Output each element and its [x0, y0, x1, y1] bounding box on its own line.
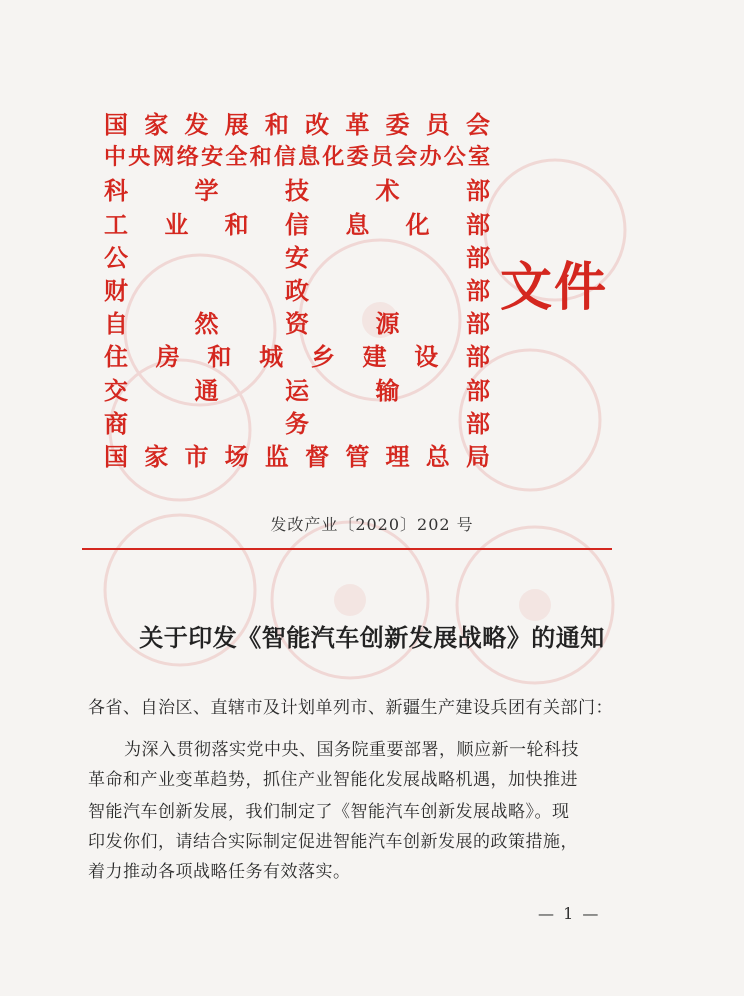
issuer-char: 设 — [414, 342, 439, 372]
issuer-char: 化 — [405, 209, 430, 239]
issuer-char: 改 — [305, 110, 330, 139]
issuer-row — [104, 274, 490, 307]
issuer-char: 公 — [104, 242, 128, 272]
issuer-char: 督 — [305, 442, 330, 471]
issuer-char: 化 — [322, 144, 345, 171]
issuer-char: 财 — [104, 276, 128, 305]
page-number: — 1 — — [538, 904, 601, 923]
issuer-char: 通 — [194, 375, 219, 405]
issuer-char: 业 — [164, 209, 189, 239]
issuer-char: 市 — [184, 442, 209, 471]
issuer-char: 学 — [194, 176, 219, 206]
issuer-row — [104, 307, 490, 340]
red-separator-line — [82, 548, 612, 550]
issuer-char: 国 — [104, 110, 128, 139]
issuer-char: 自 — [104, 309, 128, 339]
issuer-char: 家 — [144, 442, 169, 471]
issuer-char: 和 — [264, 110, 289, 139]
issuer-char: 交 — [104, 375, 128, 405]
issuer-char: 和 — [249, 144, 272, 171]
issuer-char: 国 — [104, 442, 128, 471]
body-line: 着力推动各项战略任务有效落实。 — [88, 862, 351, 882]
issuer-char: 展 — [224, 110, 249, 139]
issuer-char: 运 — [285, 375, 309, 405]
issuer-row — [104, 108, 490, 141]
issuer-char: 术 — [375, 176, 400, 206]
issuer-row — [104, 241, 490, 274]
issuer-char: 员 — [370, 144, 393, 171]
issuer-char: 局 — [465, 442, 490, 471]
body-line: 印发你们，请结合实际制定促进智能汽车创新发展的政策措施， — [88, 832, 578, 852]
issuer-char: 部 — [466, 176, 490, 206]
issuer-char: 信 — [273, 144, 296, 171]
issuer-char: 技 — [285, 176, 309, 206]
issuer-char: 部 — [465, 209, 490, 239]
body-line: 智能汽车创新发展，我们制定了《智能汽车创新发展战略》。现 — [88, 802, 570, 822]
issuer-char: 部 — [466, 408, 490, 438]
addressee: 各省、自治区、直辖市及计划单列市、新疆生产建设兵团有关部门： — [88, 698, 613, 718]
issuer-char: 工 — [104, 209, 128, 239]
issuer-char: 部 — [466, 375, 490, 405]
issuer-row — [104, 141, 490, 174]
issuer-char: 会 — [395, 144, 418, 171]
issuer-char: 管 — [345, 442, 370, 471]
issuer-char: 部 — [466, 309, 490, 339]
issuer-char: 部 — [466, 276, 490, 305]
issuer-char: 房 — [155, 342, 180, 372]
issuer-char: 商 — [104, 408, 128, 438]
issuer-char: 络 — [176, 144, 199, 171]
issuer-char: 部 — [465, 342, 490, 372]
issuer-char: 科 — [104, 176, 128, 206]
issuer-char: 监 — [264, 442, 289, 471]
document-number: 发改产业〔2020〕202 号 — [270, 515, 474, 534]
issuer-char: 央 — [128, 144, 151, 171]
body-line: 革命和产业变革趋势，抓住产业智能化发展战略机遇，加快推进 — [88, 770, 578, 790]
issuer-char: 委 — [346, 144, 369, 171]
issuer-char: 网 — [152, 144, 175, 171]
issuer-char: 和 — [224, 209, 249, 239]
issuer-char: 总 — [425, 442, 450, 471]
issuer-char: 员 — [425, 110, 450, 139]
issuer-char: 和 — [207, 342, 232, 372]
issuer-char: 室 — [467, 144, 490, 171]
issuer-char: 源 — [375, 309, 400, 339]
issuer-char: 委 — [385, 110, 410, 139]
issuer-char: 家 — [144, 110, 169, 139]
issuer-char: 安 — [285, 242, 309, 272]
issuer-char: 革 — [345, 110, 370, 139]
issuer-char: 发 — [184, 110, 209, 139]
issuer-row — [104, 174, 490, 207]
issuer-row — [104, 407, 490, 440]
issuer-char: 住 — [104, 342, 128, 372]
issuer-char: 城 — [259, 342, 284, 372]
issuer-char: 会 — [465, 110, 490, 139]
issuer-row — [104, 340, 490, 373]
issuer-char: 然 — [194, 309, 219, 339]
issuer-char: 办 — [419, 144, 442, 171]
issuer-char: 建 — [362, 342, 387, 372]
issuer-char: 政 — [285, 276, 309, 305]
document-title: 关于印发《智能汽车创新发展战略》的通知 — [139, 623, 605, 652]
issuer-char: 息 — [298, 144, 321, 171]
issuer-row — [104, 208, 490, 241]
issuer-char: 信 — [284, 209, 309, 239]
issuer-char: 部 — [466, 242, 490, 272]
issuer-char: 务 — [285, 408, 309, 438]
issuer-char: 全 — [225, 144, 248, 171]
issuer-char: 乡 — [310, 342, 335, 372]
issuer-row — [104, 440, 490, 473]
issuer-char: 公 — [443, 144, 466, 171]
issuer-char: 输 — [375, 375, 400, 405]
issuer-char: 息 — [345, 209, 370, 239]
issuer-char: 安 — [201, 144, 224, 171]
issuer-row — [104, 374, 490, 407]
issuer-char: 理 — [385, 442, 410, 471]
issuer-char: 场 — [224, 442, 249, 471]
issuer-char: 中 — [104, 144, 127, 171]
body-line: 为深入贯彻落实党中央、国务院重要部署，顺应新一轮科技 — [124, 740, 579, 760]
issuer-char: 资 — [285, 309, 309, 339]
document-type-label: 文件 — [500, 257, 609, 318]
